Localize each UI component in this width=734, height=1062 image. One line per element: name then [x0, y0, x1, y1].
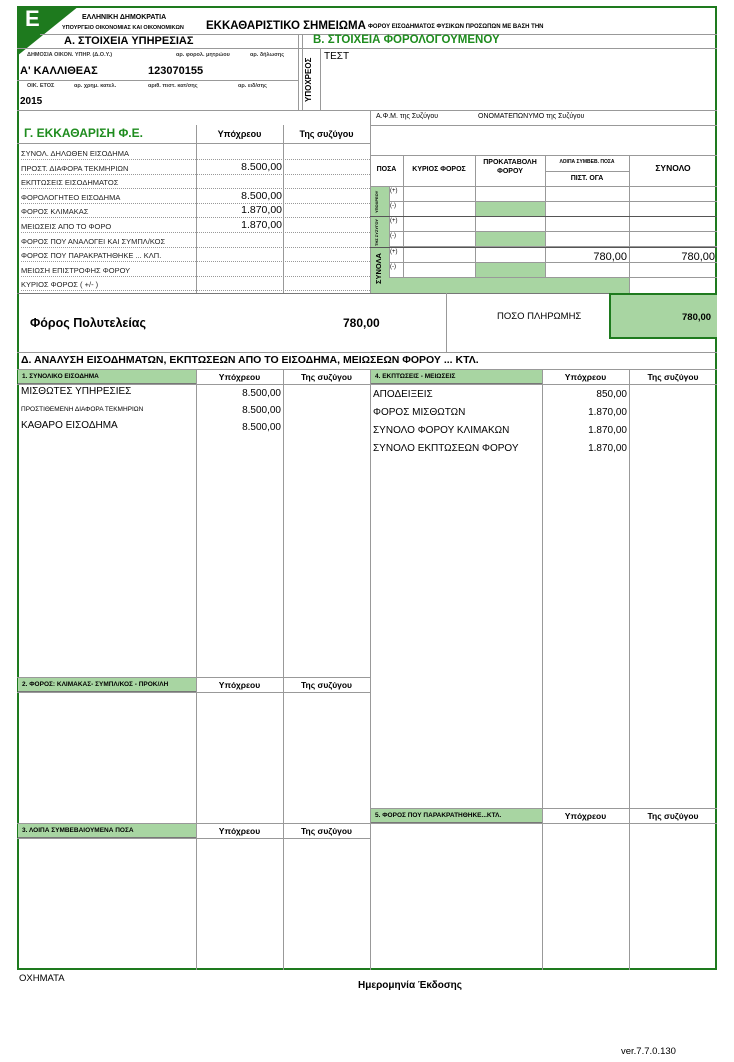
registry-label: αρ. φορολ. μητρώου	[176, 52, 230, 58]
section-c-title: Γ. ΕΚΚΑΘΑΡΙΣΗ Φ.Ε.	[24, 126, 143, 140]
settlement-row-label: ΦΟΡΟΣ ΠΟΥ ΠΑΡΑΚΡΑΤΗΘΗΚΕ ... ΚΛΠ.	[21, 251, 162, 261]
divider	[370, 247, 717, 248]
version-label: ver.7.7.0.130	[621, 1046, 676, 1057]
divider	[370, 823, 717, 824]
group-obligor-label: ΥΠΟΧΡΕΟΥ	[374, 190, 379, 213]
divider	[629, 155, 630, 293]
col-total: ΣΥΝΟΛΟ	[655, 163, 691, 173]
dotted-leader	[21, 290, 370, 291]
totals-plus-total: 780,00	[681, 251, 715, 263]
deduction-row-label: ΣΥΝΟΛΟ ΦΟΡΟΥ ΚΛΙΜΑΚΩΝ	[373, 425, 510, 436]
sub3-col-obligor: Υπόχρεου	[218, 826, 261, 836]
divider	[389, 201, 717, 202]
sub1-col-obligor: Υπόχρεου	[218, 372, 261, 382]
prepay-totals-minus	[476, 263, 545, 278]
debit-label: αρ. χρημ. κατελ.	[74, 83, 117, 89]
prepay-spouse-minus	[476, 232, 545, 247]
section-b-title: Β. ΣΤΟΙΧΕΙΑ ΦΟΡΟΛΟΓΟΥΜΕΝΟΥ	[313, 34, 500, 46]
deduction-row-label: ΑΠΟΔΕΙΞΕΙΣ	[373, 389, 433, 400]
divider	[298, 34, 299, 110]
plus-sign: (+)	[390, 249, 398, 255]
payment-label: ΠΟΣΟ ΠΛΗΡΩΜΗΣ	[497, 311, 582, 322]
settlement-row-label: ΕΚΠΤΩΣΕΙΣ ΕΙΣΟΔΗΜΑΤΟΣ	[21, 178, 119, 188]
section-a-title: Α. ΣΤΟΙΧΕΙΑ ΥΠΗΡΕΣΙΑΣ	[64, 35, 194, 47]
sub5-col-obligor: Υπόχρεου	[564, 811, 607, 821]
divider	[17, 838, 370, 839]
divider	[17, 48, 717, 49]
dotted-leader	[21, 174, 370, 175]
divider	[545, 155, 546, 293]
sub2-col-obligor: Υπόχρεου	[218, 680, 261, 690]
minus-sign: (-)	[390, 203, 396, 209]
divider	[17, 80, 298, 81]
divider	[302, 34, 303, 110]
divider	[389, 277, 717, 278]
ministry-label: ΥΠΟΥΡΓΕΙΟ ΟΙΚΟΝΟΜΙΑΣ ΚΑΙ ΟΙΚΟΝΟΜΙΚΩΝ	[62, 25, 184, 31]
divider	[370, 186, 717, 187]
settlement-row-label: ΜΕΙΩΣΕΙΣ ΑΠΟ ΤΟ ΦΟΡΟ	[21, 222, 112, 231]
income-row-obligor: 8.500,00	[242, 388, 281, 399]
income-row-label: ΜΙΣΘΩΤΕΣ ΥΠΗΡΕΣΙΕΣ	[21, 386, 132, 397]
settlement-row-label: ΦΟΡΟΛΟΓΗΤΕΟ ΕΙΣΟΔΗΜΑ	[21, 192, 121, 202]
sub1-col-spouse: Της συζύγου	[300, 372, 353, 382]
divider	[17, 692, 370, 693]
issue-date-label: Ημερομηνία Έκδοσης	[358, 980, 462, 991]
divider	[403, 155, 404, 293]
obligor-side-label: ΥΠΟΧΡΕΟΣ	[304, 57, 313, 103]
divider	[17, 143, 370, 144]
notice-label: αρ. ειδ/σης	[238, 83, 267, 89]
divider	[17, 352, 717, 353]
prepay-obligor-minus	[476, 202, 545, 216]
deduction-row-obligor: 1.870,00	[588, 443, 627, 454]
year-label: ΟΙΚ. ΕΤΟΣ	[27, 83, 55, 89]
luxury-tax-label: Φόρος Πολυτελείας	[30, 316, 146, 330]
doy-value: Α' ΚΑΛΛΙΘΕΑΣ	[20, 65, 98, 77]
col-other: ΛΟΙΠΑ ΣΥΜΒΕΒ. ΠΟΣΑ	[559, 159, 615, 165]
col-prepayment: ΠΡΟΚΑΤΑΒΟΛΗ ΦΟΡΟΥ	[483, 159, 537, 175]
divider	[283, 125, 284, 293]
divider	[446, 293, 447, 352]
declaration-label: αρ. δήλωσης	[250, 52, 285, 58]
settlement-row-label: ΠΡΟΣΤ. ΔΙΑΦΟΡΑ ΤΕΚΜΗΡΙΩΝ	[21, 163, 129, 173]
col-obligor: Υπόχρεου	[217, 129, 262, 139]
sub4-col-spouse: Της συζύγου	[647, 372, 699, 382]
settlement-row-label: ΜΕΙΩΣΗ ΕΠΙΣΤΡΟΦΗΣ ΦΟΡΟΥ	[21, 265, 131, 275]
divider	[370, 125, 717, 126]
plus-sign: (+)	[390, 188, 398, 194]
luxury-tax-value: 780,00	[343, 316, 380, 330]
divider	[542, 369, 543, 970]
sub3-col-spouse: Της συζύγου	[300, 826, 353, 836]
credit-label: αριθ. πιστ. κατ/σης	[148, 83, 198, 89]
sub2-col-spouse: Της συζύγου	[300, 680, 353, 690]
income-row-label: ΠΡΟΣΤΙΘΕΜΕΝΗ ΔΙΑΦΟΡΑ ΤΕΚΜΗΡΙΩΝ	[21, 406, 144, 413]
divider	[370, 216, 717, 217]
spouse-afm-label: Α.Φ.Μ. της Συζύγου	[376, 113, 439, 120]
income-row-obligor: 8.500,00	[242, 405, 281, 416]
plus-sign: (+)	[390, 218, 398, 224]
dotted-leader	[21, 247, 370, 248]
form-title: ΕΚΚΑΘΑΡΙΣΤΙΚΟ ΣΗΜΕΙΩΜΑ	[206, 20, 366, 32]
sub4-col-obligor: Υπόχρεου	[564, 372, 607, 382]
divider	[389, 231, 717, 232]
divider	[196, 369, 197, 970]
deduction-row-label: ΦΟΡΟΣ ΜΙΣΘΩΤΩΝ	[373, 407, 466, 418]
logo-letter: E	[25, 6, 40, 31]
settlement-row-label: ΚΥΡΙΟΣ ΦΟΡΟΣ ( +/- )	[21, 280, 99, 290]
col-amounts: ΠΟΣΑ	[376, 166, 397, 173]
divider	[320, 48, 321, 110]
divider	[629, 369, 630, 970]
section-d-title: Δ. ΑΝΑΛΥΣΗ ΕΙΣΟΔΗΜΑΤΩΝ, ΕΚΠΤΩΣΕΩΝ ΑΠΟ ΤΟ ΕΙΣΟΔΗΜΑ, ΜΕΙΩΣΕΩΝ ΦΟΡΟΥ ... ΚΤΛ.	[21, 354, 479, 366]
sub5-header: 5. ΦΟΡΟΣ ΠΟΥ ΠΑΡΑΚΡΑΤΗΘΗΚΕ...ΚΤΛ.	[371, 809, 542, 823]
minus-sign: (-)	[390, 233, 396, 239]
dotted-leader	[21, 232, 370, 233]
dotted-leader	[21, 276, 370, 277]
sub4-header: 4. ΕΚΠΤΩΣΕΙΣ - ΜΕΙΩΣΕΙΣ	[371, 370, 542, 384]
sub2-header: 2. ΦΟΡΟΣ: ΚΛΙΜΑΚΑΣ- ΣΥΜΠΛ/ΚΟΣ - ΠΡΟΚ/ΛΗ	[18, 678, 196, 692]
sub5-col-spouse: Της συζύγου	[647, 811, 699, 821]
settlement-row-obligor: 8.500,00	[241, 189, 282, 202]
republic-label: ΕΛΛΗΝΙΚΗ ΔΗΜΟΚΡΑΤΙΑ	[82, 14, 167, 21]
divider	[17, 110, 717, 111]
settlement-row-label: ΦΟΡΟΣ ΠΟΥ ΑΝΑΛΟΓΕΙ ΚΑΙ ΣΥΜΠΛ/ΚΟΣ	[21, 236, 166, 246]
spouse-name-label: ΟΝΟΜΑΤΕΠΩΝΥΜΟ της Συζύγου	[478, 113, 585, 120]
settlement-row-label: ΣΥΝΟΛ. ΔΗΛΩΘΕΝ ΕΙΣΟΔΗΜΑ	[21, 149, 129, 158]
settlement-row-obligor: 1.870,00	[241, 204, 282, 217]
sub3-header: 3. ΛΟΙΠΑ ΣΥΜΒΕΒΑΙΟΥΜΕΝΑ ΠΟΣΑ	[18, 824, 196, 838]
group-totals-label: ΣΥΝΟΛΑ	[374, 253, 383, 285]
col-spouse: Της συζύγου	[299, 129, 354, 139]
income-row-obligor: 8.500,00	[242, 422, 281, 433]
year-value: 2015	[20, 96, 43, 107]
minus-sign: (-)	[390, 264, 396, 270]
taxpayer-name: ΤΕΣΤ	[324, 51, 350, 62]
col-oga: ΠΙΣΤ. ΟΓΑ	[570, 175, 604, 182]
col-main-tax: ΚΥΡΙΟΣ ΦΟΡΟΣ	[412, 166, 466, 173]
settlement-row-obligor: 8.500,00	[241, 160, 282, 173]
deduction-row-obligor: 1.870,00	[588, 407, 627, 418]
group-spouse-label: ΤΗΣ ΣΥΖΥΓΟΥ	[374, 218, 379, 246]
dotted-leader	[21, 261, 370, 262]
registry-value: 123070155	[148, 65, 204, 77]
deduction-row-label: ΣΥΝΟΛΟ ΕΚΠΤΩΣΕΩΝ ΦΟΡΟΥ	[373, 443, 519, 454]
totals-plus-other: 780,00	[593, 251, 627, 263]
deduction-row-obligor: 850,00	[596, 389, 627, 400]
sub1-header: 1. ΣΥΝΟΛΙΚΟ ΕΙΣΟΔΗΜΑ	[18, 370, 196, 384]
divider	[283, 369, 284, 970]
form-subtitle: ΦΟΡΟΥ ΕΙΣΟΔΗΜΑΤΟΣ ΦΥΣΙΚΩΝ ΠΡΟΣΩΠΩΝ ΜΕ ΒΑΣΗ ΤΗΝ	[368, 24, 544, 30]
income-row-label: ΚΑΘΑΡΟ ΕΙΣΟΔΗΜΑ	[21, 420, 118, 431]
divider	[370, 155, 717, 156]
divider	[370, 369, 371, 970]
payment-value: 780,00	[682, 312, 712, 323]
settlement-row-obligor: 1.870,00	[241, 219, 282, 231]
totals-bottom-green	[389, 278, 629, 293]
deduction-row-obligor: 1.870,00	[588, 425, 627, 436]
divider	[17, 384, 717, 385]
settlement-row-label: ΦΟΡΟΣ ΚΛΙΜΑΚΑΣ	[21, 207, 89, 217]
vehicles-label: ΟΧΗΜΑΤΑ	[19, 973, 65, 984]
doy-label: ΔΗΜΟΣΙΑ ΟΙΚΟΝ. ΥΠΗΡ. (Δ.Ο.Υ.)	[27, 52, 113, 58]
